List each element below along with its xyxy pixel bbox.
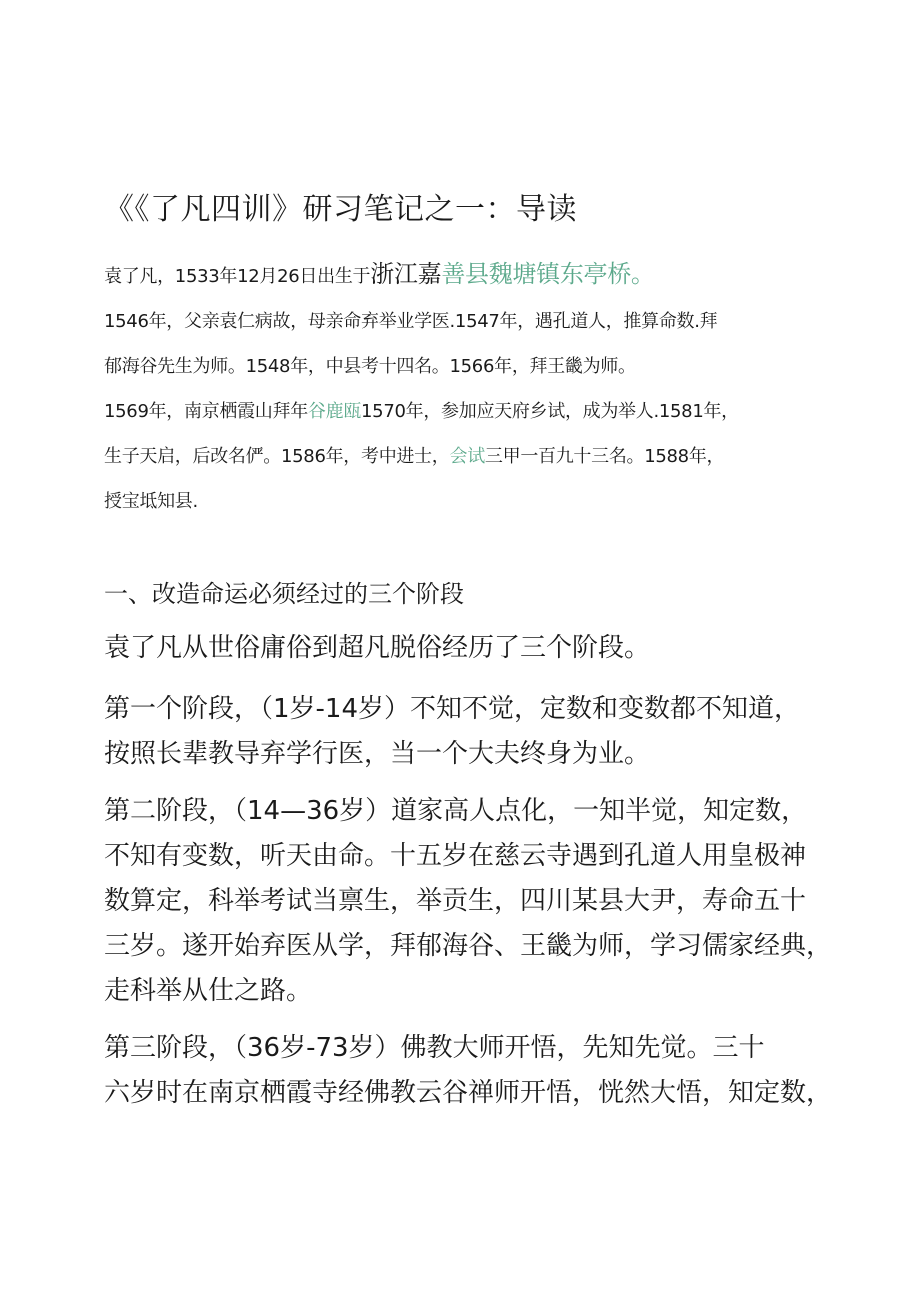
name-link[interactable]: 谷鹿瓯	[307, 401, 362, 422]
stage-2-line-5: 走科举从仕之路。	[104, 976, 313, 1006]
intro-line-5	[104, 434, 820, 479]
birth-place-text: 浙江嘉	[370, 260, 442, 288]
paragraph-stage-1	[104, 687, 820, 777]
intro-paragraph	[104, 252, 820, 524]
exam-link[interactable]: 会试	[449, 446, 485, 467]
birth-place-link[interactable]: 善县魏塘镇东亭桥。	[441, 260, 655, 288]
stage-2-line-3: 数算定，科举考试当禀生，举贡生，四川某县大尹，寿命五十	[104, 886, 807, 916]
section-heading: 一、改造命运必须经过的三个阶段	[104, 580, 464, 608]
intro-line-4-text-b: 1570年，参加应天府乡试，成为举人.1581年，	[361, 401, 739, 422]
intro-line-1	[104, 252, 820, 299]
stage-2-line-2: 不知有变数，听天由命。十五岁在慈云寺遇到孔道人用皇极神	[104, 841, 807, 871]
paragraph-stage-3	[104, 1026, 833, 1116]
section-body	[104, 626, 833, 1128]
stage-3-line-1: 第三阶段，（36岁-73岁）佛教大师开悟，先知先觉。三十	[104, 1033, 765, 1063]
intro-line-6: 授宝坻知县.	[104, 491, 198, 512]
intro-line-3: 郁海谷先生为师。1548年，中县考十四名。1566年，拜王畿为师。	[104, 356, 636, 377]
intro-line-5-text-a: 生子天启，后改名俨。1586年，考中进士，	[104, 446, 450, 467]
stage-1-line-2: 按照长辈教导弃学行医，当一个大夫终身为业。	[104, 739, 651, 769]
intro-line-5-text-b: 三甲一百九十三名。1588年，	[484, 446, 725, 467]
stage-2-line-4: 三岁。遂开始弃医从学，拜郁海谷、王畿为师，学习儒家经典，	[104, 931, 833, 961]
birth-text: 袁了凡，1533年12月26日出生于	[104, 266, 371, 287]
stage-3-line-2: 六岁时在南京栖霞寺经佛教云谷禅师开悟，恍然大悟，知定数，	[104, 1078, 833, 1108]
paragraph-stage-2	[104, 789, 833, 1014]
paragraph-summary	[104, 626, 820, 671]
intro-line-4-text-a: 1569年，南京栖霞山拜年	[104, 401, 308, 422]
intro-line-2: 1546年，父亲袁仁病故，母亲命弃举业学医.1547年，遇孔道人，推算命数.拜	[104, 311, 718, 332]
stage-1-line-1: 第一个阶段，（1岁-14岁）不知不觉，定数和变数都不知道，	[104, 694, 801, 724]
intro-line-4	[104, 389, 820, 434]
summary-line: 袁了凡从世俗庸俗到超凡脱俗经历了三个阶段。	[104, 633, 651, 663]
page-title: 《《了凡四训》研习笔记之一：导读	[104, 192, 577, 227]
stage-2-line-1: 第二阶段，（14—36岁）道家高人点化，一知半觉，知定数，	[104, 796, 808, 826]
